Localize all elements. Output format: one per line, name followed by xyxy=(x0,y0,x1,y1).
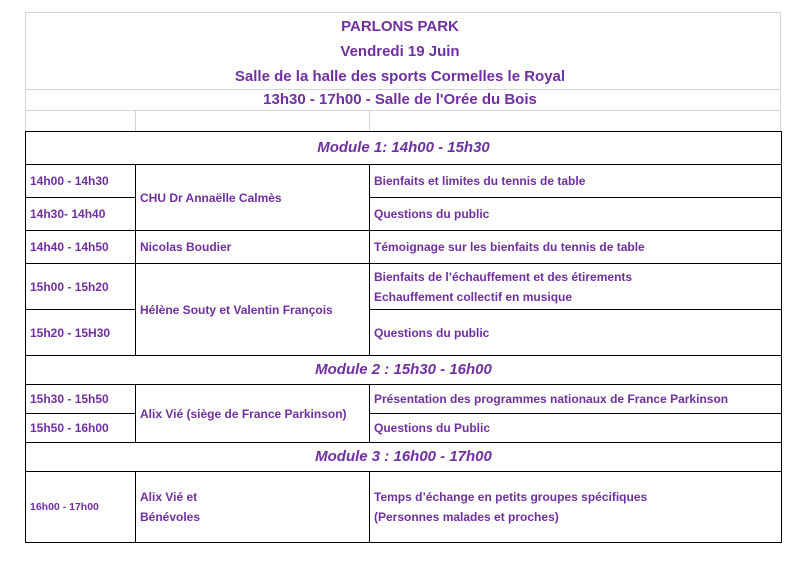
speaker-cell: Alix Vié (siège de France Parkinson) xyxy=(136,385,370,443)
module-title: Module 1: 14h00 - 15h30 xyxy=(26,132,782,165)
table-row xyxy=(26,472,782,543)
module-header-row xyxy=(26,132,782,165)
speaker-cell xyxy=(136,472,370,543)
topic-cell: Bienfaits et limites du tennis de table xyxy=(370,165,782,198)
topic-cell xyxy=(370,264,782,310)
topic-cell: Présentation des programmes nationaux de France Parkinson xyxy=(370,385,782,414)
time-cell: 15h00 - 15h20 xyxy=(26,264,136,310)
speaker-cell: Hélène Souty et Valentin François xyxy=(136,264,370,356)
table-row xyxy=(26,264,782,310)
event-time-room: 13h30 - 17h00 - Salle de l'Orée du Bois xyxy=(263,91,537,108)
time-cell: 14h00 - 14h30 xyxy=(26,165,136,198)
topic-line: (Personnes malades et proches) xyxy=(374,510,559,524)
table-row xyxy=(26,231,782,264)
header-gridline xyxy=(135,110,136,132)
time-cell: 14h30- 14h40 xyxy=(26,198,136,231)
speaker-cell: Nicolas Boudier xyxy=(136,231,370,264)
event-venue: Salle de la halle des sports Cormelles le Royal xyxy=(234,68,566,85)
header-gridline xyxy=(25,110,781,111)
speaker-cell: CHU Dr Annaëlle Calmès xyxy=(136,165,370,231)
header-gridline xyxy=(369,110,370,132)
time-cell: 15h30 - 15h50 xyxy=(26,385,136,414)
schedule-table xyxy=(25,131,782,543)
topic-line: Temps d’échange en petits groupes spécifiques xyxy=(374,490,648,504)
time-cell: 15h50 - 16h00 xyxy=(26,414,136,443)
module-header-row xyxy=(26,443,782,472)
topic-line: Echauffement collectif en musique xyxy=(374,289,573,304)
topic-cell: Questions du public xyxy=(370,198,782,231)
module-header-row xyxy=(26,356,782,385)
module-title: Module 3 : 16h00 - 17h00 xyxy=(26,443,782,472)
time-cell: 16h00 - 17h00 xyxy=(26,472,136,543)
module-title: Module 2 : 15h30 - 16h00 xyxy=(26,356,782,385)
table-row xyxy=(26,165,782,198)
topic-cell: Questions du Public xyxy=(370,414,782,443)
event-date: Vendredi 19 Juin xyxy=(340,43,460,60)
table-row xyxy=(26,385,782,414)
topic-cell: Questions du public xyxy=(370,310,782,356)
time-cell: 15h20 - 15H30 xyxy=(26,310,136,356)
topic-line: Bienfaits de l’échauffement et des étirements xyxy=(374,269,633,284)
topic-cell xyxy=(370,472,782,543)
event-title: PARLONS PARK xyxy=(341,18,459,35)
speaker-line: Bénévoles xyxy=(140,510,201,524)
speaker-line: Alix Vié et xyxy=(140,490,198,504)
topic-cell: Témoignage sur les bienfaits du tennis de table xyxy=(370,231,782,264)
time-cell: 14h40 - 14h50 xyxy=(26,231,136,264)
